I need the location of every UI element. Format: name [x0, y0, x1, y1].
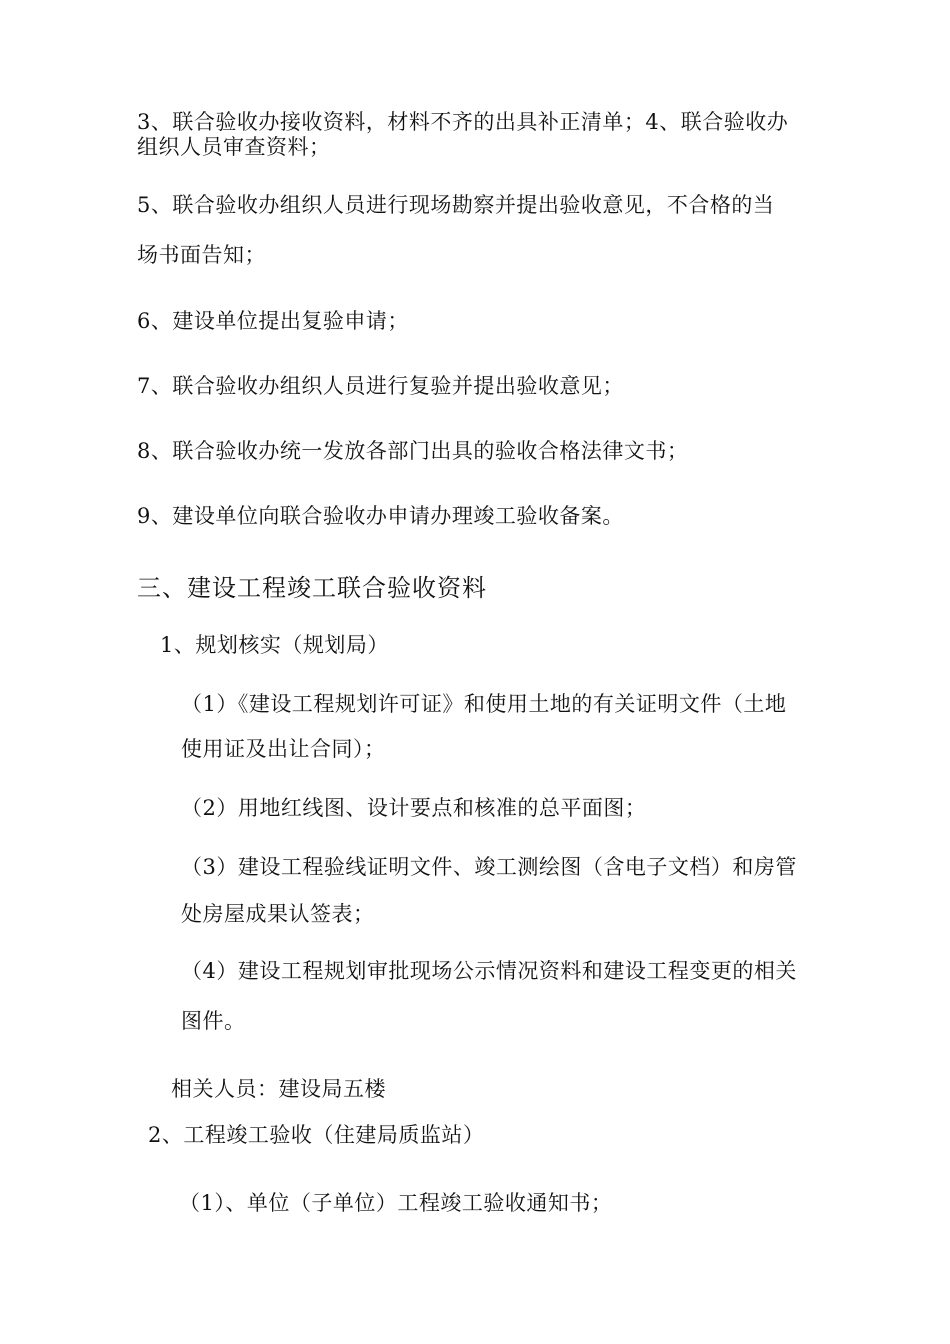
- sub1-item-4-line-2: 图件。: [181, 1009, 246, 1033]
- sub1-item-3-line-2: 处房屋成果认签表；: [181, 902, 375, 926]
- sub1-item-2: （2）用地红线图、设计要点和核准的总平面图；: [181, 796, 647, 820]
- sub1-item-1-line-1: （1）《建设工程规划许可证》和使用土地的有关证明文件（土地: [181, 692, 787, 716]
- sub1-item-1-line-2: 使用证及出让合同）；: [181, 737, 386, 761]
- step-3-line-1: 3、联合验收办接收资料，材料不齐的出具补正清单；4、联合验收办: [137, 110, 789, 134]
- step-9: 9、建设单位向联合验收办申请办理竣工验收备案。: [137, 504, 624, 528]
- section-3-heading: 三、建设工程竣工联合验收资料: [137, 574, 487, 602]
- step-8: 8、联合验收办统一发放各部门出具的验收合格法律文书；: [137, 439, 689, 463]
- step-6: 6、建设单位提出复验申请；: [137, 309, 409, 333]
- sub2-item-1: （1）、单位（子单位）工程竣工验收通知书；: [179, 1191, 613, 1215]
- step-5-line-1: 5、联合验收办组织人员进行现场勘察并提出验收意见，不合格的当: [137, 193, 775, 217]
- sub1-item-3-line-1: （3）建设工程验线证明文件、竣工测绘图（含电子文档）和房管: [181, 855, 797, 879]
- step-5-line-2: 场书面告知；: [137, 243, 266, 267]
- subsection-1-title: 1、规划核实（规划局）: [160, 633, 389, 657]
- step-3-line-2: 组织人员审查资料；: [137, 135, 331, 159]
- sub1-item-4-line-1: （4）建设工程规划审批现场公示情况资料和建设工程变更的相关: [181, 959, 797, 983]
- sub1-contact: 相关人员：建设局五楼: [171, 1077, 386, 1101]
- subsection-2-title: 2、工程竣工验收（住建局质监站）: [148, 1123, 485, 1147]
- step-7: 7、联合验收办组织人员进行复验并提出验收意见；: [137, 374, 624, 398]
